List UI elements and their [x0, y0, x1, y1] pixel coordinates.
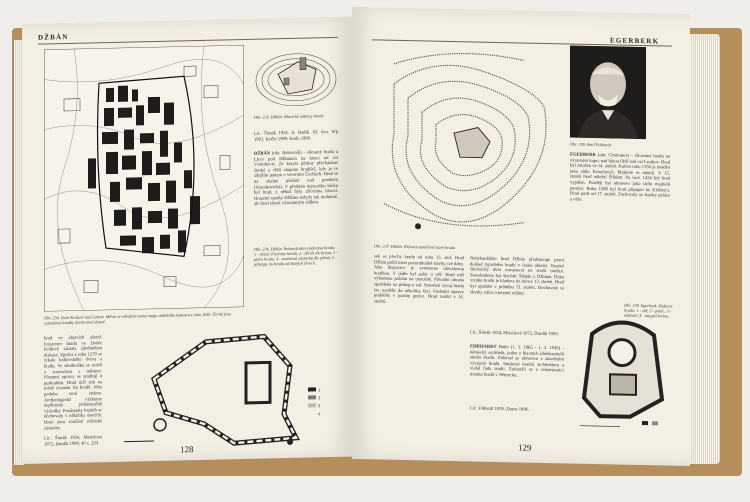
entry-dzban-text: (okr. Rakovník) - sítosaný hrada u Litvy pod Džbánem na konci od vsi Vsetohovic. Ze koryta přetiny přecházíme široké a větší skupinu hradiště, kde je to zdejším pánem v severním Čechách. Hrad se na skalné plošině nad potokem (Vostohovická). V předním nejstarším bloku byl hrad, z něhož byla zřícenina hlavní. Hrazené sparky Džbánu nebyly tak mohutné, ale hrad zůstal významným sídlem. [254, 148, 338, 207]
page-number-right: 129 [518, 442, 532, 453]
literature-line: Lit.: Šimák 1934. Ir. Hadík. Sý. dva. Wp 1903, Kočín 1989, Kodo 1996. [254, 128, 338, 142]
svg-text:3: 3 [318, 403, 321, 409]
topographic-plan-illustration [374, 43, 564, 243]
entry-dzban [254, 149, 338, 207]
svg-text:2: 2 [318, 395, 321, 401]
castle-sketch-figure [254, 43, 338, 111]
entry-ehrhardt [470, 343, 564, 379]
running-head-right: EGERBERK [610, 36, 660, 46]
svg-text:1: 1 [318, 387, 321, 393]
portrait-photo [570, 45, 646, 139]
topographic-plan-figure [374, 43, 564, 243]
entry-egerberk [570, 151, 670, 203]
column-1-text: sek se plochy hradu od roku 13. stol. Hrad Džbán patřil mezi pozoruhodné stavby své doby. Jeho dispozice je vymezena obvodovou hradbou. V jádře byl palác a věž. Hrad měl výhodnou polohu na ostrožně. Původní obrana spoléhala na příkop a val. Stavební vývoj hradu lze rozdělit do několika fází. Poslední úpravy proběhly v pozdní gotice. Hrad zanikl v 16. století. [374, 253, 464, 304]
caption-portrait: Obr. 238. Emil Eckhardt [570, 141, 611, 148]
page-number-left: 128 [180, 444, 194, 455]
right-page [352, 7, 690, 466]
left-page [22, 17, 352, 464]
svg-text:4: 4 [318, 411, 321, 417]
entry-ehrhardt-heading: EHRHARDT [470, 343, 497, 349]
portrait-illustration [570, 45, 646, 139]
egerberk-plan-figure [570, 311, 674, 435]
literature-col2: Lit.: Šimák 1934, Menclová 1972, Durdík 1999. [470, 329, 559, 337]
literature-bottom-right: Lit.: Ebhardt 1939, Zeune 1996. [470, 405, 530, 412]
entry-egerberk-heading: EGERBERK [570, 151, 597, 158]
egerberk-plan-illustration [570, 311, 674, 435]
caption-egerberk-plan: Obr. 239. Egerberk. Půdorys hradu: 1 - věž, 2 - palác, 3 - nádvoří, 4 - vstupní brána. [624, 302, 673, 319]
entry-egerberk-text: (okr. Chomutov) - zřícenina hradu na výrazném kopci nad řekou Ohří nad vsí Lestkov. Hrad byl založen ve 14. století. Kolem roku 1350 je uváděn jako sídlo Kraselovců. Majitelé se měnili. V 15. století hrad náležel Šlikům. Po roce 1434 byl hrad vypálen. Později byl obnoven jako sídlo majitelů panství. Roku 1588 byl hrad připojen ke Klášterci. Hrad pustl od 17. století. Zachovaly se zbytky paláce a věže. [570, 152, 670, 202]
castle-sketch-illustration [254, 43, 338, 111]
caption-topographic-plan: Obr. 237. Džbán. Plánový zaměřené staré hradu [374, 243, 456, 251]
body-text-left: hrad ve zbytcích zůstal. Existence hradu ve Dvoře Králové zůstala předmětem diskuse. Zpráva z roku 1270 se týkala královského dvora a hradu. Ve středověku se uvádí v souvislosti s městem. Písemné zprávy se zmiňují o purkrabím. Hrad měl stát na místě zvaném Na hradě. Jeho podoba není známa. Archeologické výzkumy nepřinesly jednoznačné výsledky. Pozůstatky hradeb se dochovaly v několika úsecích. Dnes jsou součástí městské zástavby. [44, 334, 102, 431]
caption-castle-sketch: Obr. 235. Džbán. Hlavické nákresy hradu [254, 113, 324, 120]
town-map-illustration [44, 45, 244, 312]
ground-plan-figure [114, 317, 338, 455]
caption-town-map: Obr. 234. Dvůr Králové nad Labem. Město ve středním úseku mapy stabilního katastru z roku 1840. Černě jsou vyznačeny hradby dochované dosud. [44, 311, 231, 326]
entry-dzban-heading: DŽBÁN [254, 150, 271, 156]
caption-map-legend: Obr. 236. Džbán. Rekonstrukce půdorysu hradu: 1 - drahé zřiceniny hradu, 2 - zbraň obrácena, 3 - jádro hradu, 4 - současná zástavba dle plánů, 5 - přístupy do hradu od Starých Dvorů. [254, 244, 338, 267]
entry-ehrhardt-text: Bodo (1. 3. 1865 - 1. 2. 1945) - německý architekt, jeden z hlavních představitelů studia hradů. Zabýval se obnovou a stavebním vývojem hradů. Studoval hradní architekturu a vydal řadu studií. Zasloužil se o rekonstrukci mnoha hradů v Německu. [470, 343, 564, 378]
ground-plan-illustration [114, 317, 338, 455]
literature-bottom: Lit.: Šimák 1934, Menclová 1972, Durdík 1999, 40 s. 220. [44, 434, 102, 447]
column-2-text: Nehybanějším hrad Džbán představuje první doklad typického hradu v české oblasti. Vysoký šlechtický dvůr navazoval na starší tradice. Stavebníkem byl šlechtic Štěpán z Džbánu. Doba vzniku hradu je kladena do konce 13. století. Hrad byl opuštěn v průběhu 15. století. Dochovaly se zbytky zdiva a terénní relikty. [470, 255, 564, 296]
right-page-edges [688, 34, 720, 464]
running-head-left: DŽBÁN [38, 32, 69, 42]
town-map-figure [44, 45, 244, 312]
